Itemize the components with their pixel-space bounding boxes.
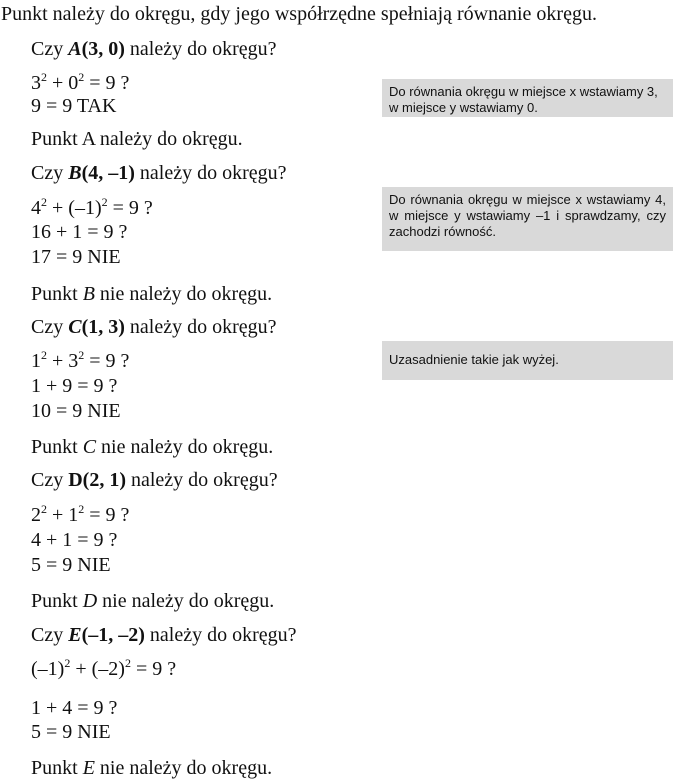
note-a-line-1: Do równania okręgu w miejsce x wstawiamy 3, — [389, 84, 658, 99]
question-point-a: Czy A(3, 0) należy do okręgu? — [31, 38, 277, 60]
note-a-line-2: w miejsce y wstawiamy 0. — [389, 100, 538, 115]
conclusion-point-c: Punkt C nie należy do okręgu. — [31, 436, 274, 458]
equation-e-2: 1 + 4 = 9 ? — [31, 697, 118, 719]
equation-a-1: $3^2 + 0^2 = 9$ ? — [31, 70, 130, 94]
note-point-c — [382, 341, 673, 380]
note-b-line-1: Do równania okręgu w miejsce x wstawiamy 4, — [389, 192, 666, 207]
equation-d-1: $2^2 + 1^2 = 9$ ? — [31, 502, 130, 526]
equation-b-1: $4^2 + (-1)^2 = 9$ ? — [31, 195, 153, 219]
question-point-b: Czy B(4, –1) należy do okręgu? — [31, 162, 287, 184]
equation-c-2: 1 + 9 = 9 ? — [31, 375, 118, 397]
note-point-b — [382, 187, 673, 251]
question-point-c: Czy C(1, 3) należy do okręgu? — [31, 316, 277, 338]
note-b-line-2: w miejsce y wstawiamy –1 i sprawdzamy, czy — [389, 208, 666, 223]
equation-a-2: 9 = 9 TAK — [31, 95, 117, 117]
equation-b-3: 17 = 9 NIE — [31, 246, 121, 268]
equation-d-2: 4 + 1 = 9 ? — [31, 529, 118, 551]
equation-d-3: 5 = 9 NIE — [31, 554, 111, 576]
conclusion-point-d: Punkt D nie należy do okręgu. — [31, 590, 275, 612]
question-point-e: Czy E(–1, –2) należy do okręgu? — [31, 624, 297, 646]
equation-c-1: $1^2 + 3^2 = 9$ ? — [31, 348, 130, 372]
conclusion-point-e: Punkt E nie należy do okręgu. — [31, 757, 273, 779]
conclusion-point-b: Punkt B nie należy do okręgu. — [31, 283, 273, 305]
conclusion-point-a: Punkt A należy do okręgu. — [31, 128, 243, 150]
question-point-d: Czy D(2, 1) należy do okręgu? — [31, 469, 278, 491]
equation-b-2: 16 + 1 = 9 ? — [31, 221, 128, 243]
equation-e-3: 5 = 9 NIE — [31, 721, 111, 743]
equation-c-3: 10 = 9 NIE — [31, 400, 121, 422]
equation-e-1: $(-1)^2 + (-2)^2 = 9$ ? — [31, 656, 177, 680]
note-c-line-1: Uzasadnienie takie jak wyżej. — [389, 352, 559, 367]
page-header: Punkt należy do okręgu, gdy jego współrzędne spełniają równanie okręgu. — [1, 3, 597, 25]
note-b-line-3: zachodzi równość. — [389, 224, 496, 239]
note-point-a — [382, 79, 673, 117]
